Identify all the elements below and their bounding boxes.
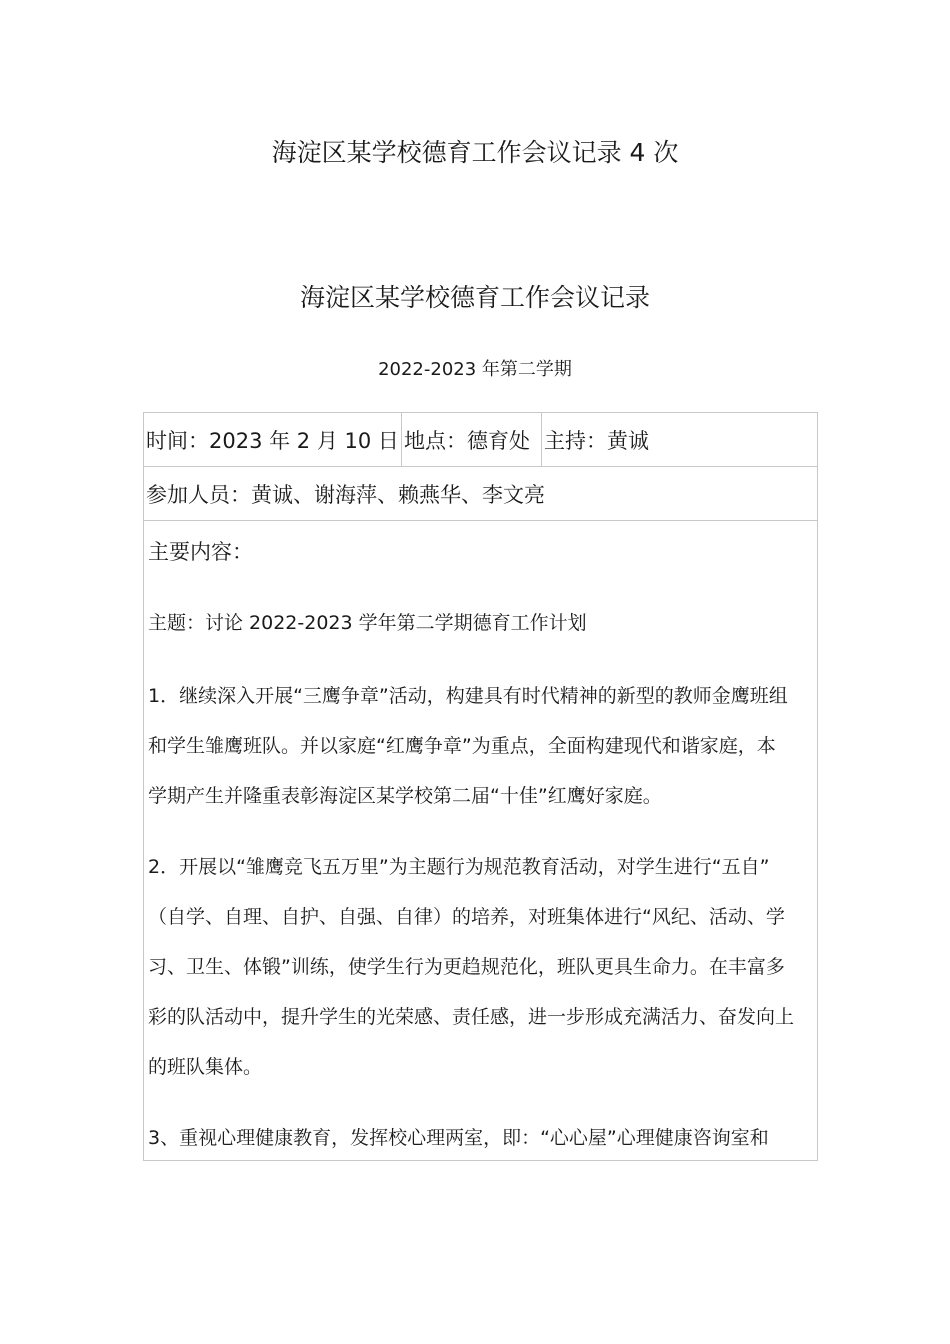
content-line: 的班队集体。 bbox=[148, 1056, 263, 1078]
content-row bbox=[144, 521, 818, 1161]
content-line: 和学生雏鹰班队。并以家庭“红鹰争章”为重点，全面构建现代和谐家庭，本 bbox=[148, 735, 776, 757]
content-cell bbox=[144, 521, 818, 1161]
content-line: 2．开展以“雏鹰竞飞五万里”为主题行为规范教育活动，对学生进行“五自” bbox=[148, 856, 770, 878]
meeting-location: 地点：德育处 bbox=[402, 413, 542, 467]
attendees-row bbox=[144, 467, 818, 521]
content-line: 学期产生并隆重表彰海淀区某学校第二届“十佳”红鹰好家庭。 bbox=[148, 785, 662, 807]
content-label: 主要内容： bbox=[148, 540, 253, 564]
meeting-time: 时间：2023 年 2 月 10 日 bbox=[144, 413, 402, 467]
meeting-host: 主持：黄诚 bbox=[542, 413, 818, 467]
content-line: （自学、自理、自护、自强、自律）的培养，对班集体进行“风纪、活动、学 bbox=[148, 906, 785, 928]
meeting-record-table bbox=[143, 412, 818, 1161]
content-line: 3、重视心理健康教育，发挥校心理两室，即：“心心屋”心理健康咨询室和 bbox=[148, 1127, 769, 1149]
content-line: 彩的队活动中，提升学生的光荣感、责任感，进一步形成充满活力、奋发向上 bbox=[148, 1006, 795, 1028]
meta-row bbox=[144, 413, 818, 467]
content-line: 习、卫生、体锻”训练，使学生行为更趋规范化，班队更具生命力。在丰富多 bbox=[148, 956, 785, 978]
record-title: 海淀区某学校德育工作会议记录 bbox=[299, 283, 650, 312]
term-label: 2022-2023 年第二学期 bbox=[378, 359, 572, 380]
document-title: 海淀区某学校德育工作会议记录 4 次 bbox=[271, 138, 679, 167]
meeting-attendees: 参加人员：黄诚、谢海萍、赖燕华、李文亮 bbox=[144, 467, 818, 521]
topic-line: 主题：讨论 2022-2023 学年第二学期德育工作计划 bbox=[148, 612, 587, 634]
content-line: 1．继续深入开展“三鹰争章”活动，构建具有时代精神的新型的教师金鹰班组 bbox=[148, 685, 788, 707]
